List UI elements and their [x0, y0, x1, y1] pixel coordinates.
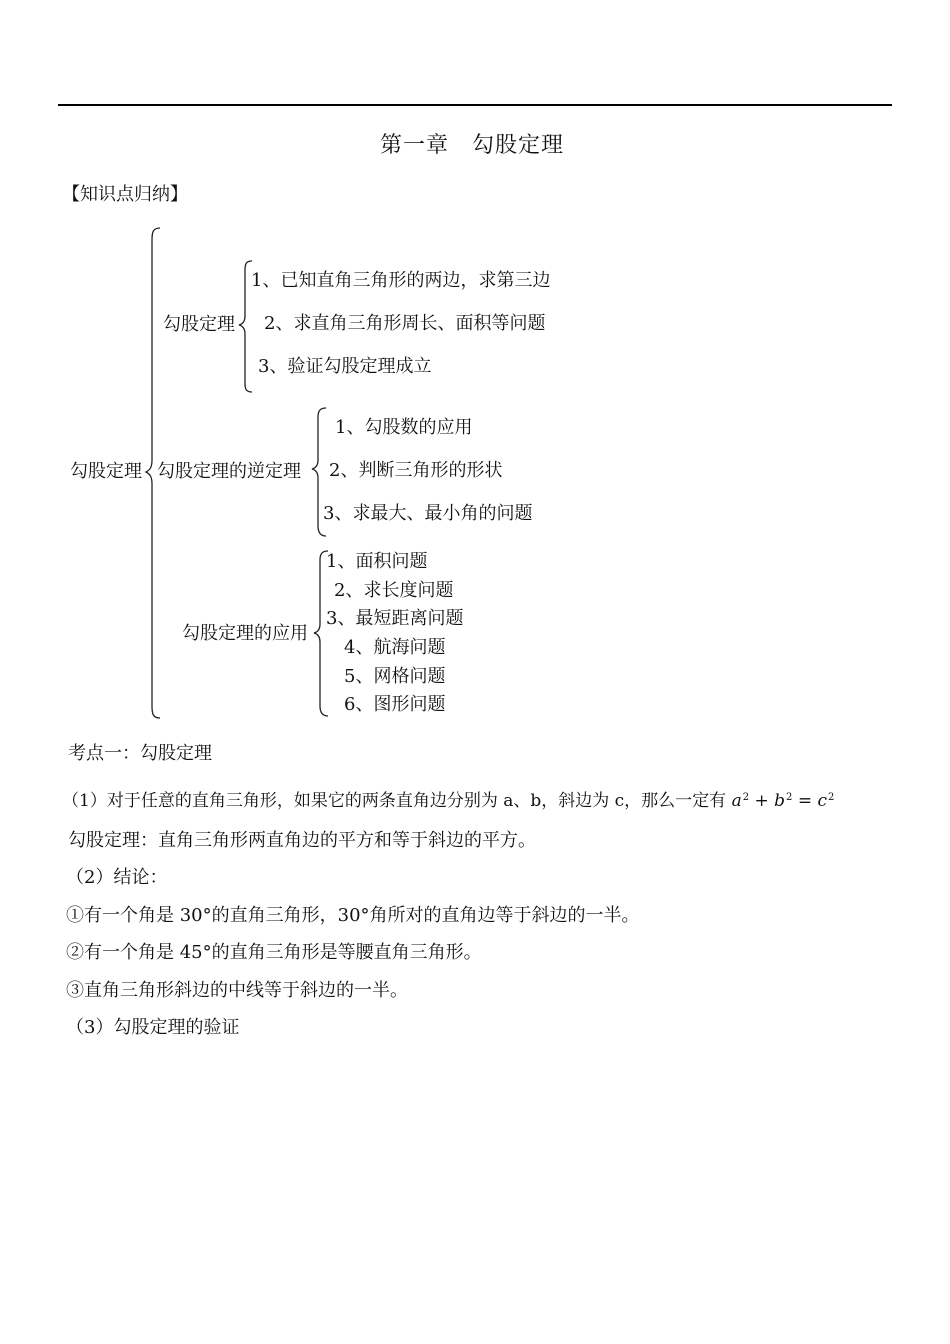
branch-2-item-3: 3、求最大、最小角的问题 — [323, 503, 533, 524]
branch-3-item-4: 4、航海问题 — [344, 637, 446, 658]
section-heading: 【知识点归纳】 — [62, 184, 188, 205]
kaodian1-p3-heading: （3）勾股定理的验证 — [66, 1017, 240, 1038]
branch-2-item-2: 2、判断三角形的形状 — [329, 460, 503, 481]
branch-3-item-2: 2、求长度问题 — [334, 580, 454, 601]
branch-2-label: 勾股定理的逆定理 — [157, 461, 301, 482]
formula-b: b — [774, 791, 786, 811]
conclusion-1: ①有一个角是 30°的直角三角形，30°角所对的直角边等于斜边的一半。 — [66, 905, 640, 926]
branch3-brace — [314, 551, 328, 716]
branch-1-item-1: 1、已知直角三角形的两边，求第三边 — [251, 270, 551, 291]
conclusion-3: ③直角三角形斜边的中线等于斜边的一半。 — [66, 980, 408, 1001]
pythagorean-formula — [732, 791, 835, 811]
kaodian1-heading: 考点一：勾股定理 — [68, 743, 212, 764]
chapter-title: 第一章 勾股定理 — [380, 133, 565, 158]
branch-2-item-1: 1、勾股数的应用 — [335, 417, 473, 438]
formula-c-exp: 2 — [828, 792, 835, 803]
branch-3-item-3: 3、最短距离问题 — [326, 608, 464, 629]
tree-root-label: 勾股定理 — [70, 461, 142, 482]
branch-3-item-5: 5、网格问题 — [344, 666, 446, 687]
branch-1-item-3: 3、验证勾股定理成立 — [258, 356, 432, 377]
kaodian1-p1 — [62, 787, 834, 812]
formula-eq: = — [797, 791, 813, 811]
branch-3-label: 勾股定理的应用 — [182, 623, 308, 644]
kaodian1-definition: 勾股定理：直角三角形两直角边的平方和等于斜边的平方。 — [68, 830, 536, 851]
branch-1-label: 勾股定理 — [163, 314, 235, 335]
formula-b-exp: 2 — [786, 792, 793, 803]
kaodian1-p2-heading: （2）结论： — [66, 867, 168, 888]
kaodian1-p1-text: （1）对于任意的直角三角形，如果它的两条直角边分别为 a、b，斜边为 c，那么一定有 — [62, 791, 727, 811]
formula-a: a — [731, 791, 742, 811]
conclusion-2: ②有一个角是 45°的直角三角形是等腰直角三角形。 — [66, 942, 482, 963]
formula-plus: + — [754, 791, 769, 811]
formula-c: c — [817, 791, 828, 811]
branch-3-item-6: 6、图形问题 — [344, 694, 446, 715]
formula-a-exp: 2 — [742, 792, 750, 803]
branch-1-item-2: 2、求直角三角形周长、面积等问题 — [264, 313, 546, 334]
branch-3-item-1: 1、面积问题 — [326, 551, 428, 572]
